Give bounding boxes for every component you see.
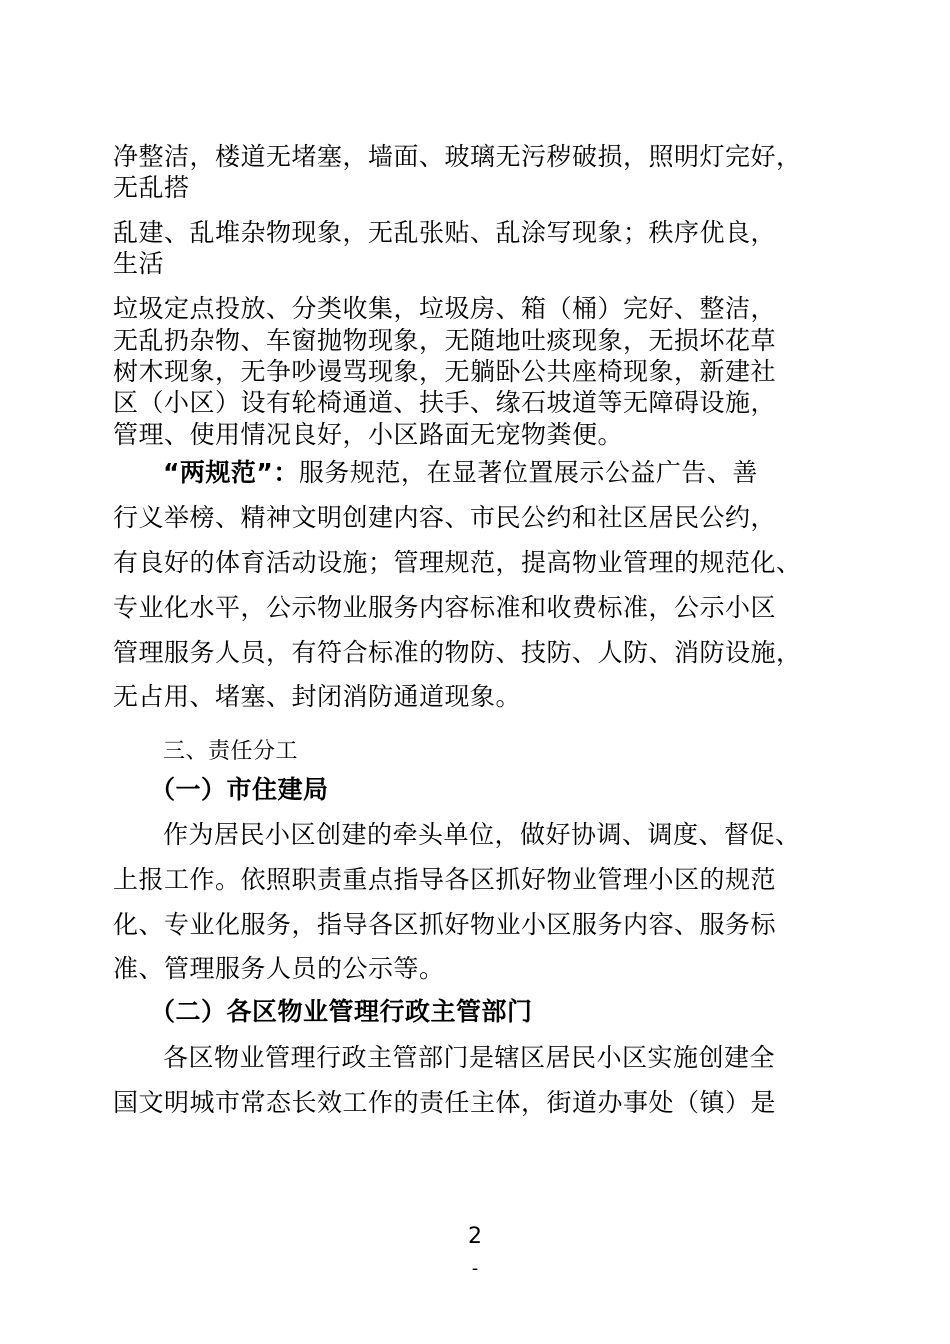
body-text-line: 树木现象，无争吵谩骂现象，无躺卧公共座椅现象，新建社 bbox=[113, 357, 777, 386]
body-text-line: 专业化水平，公示物业服务内容标准和收费标准，公示小区 bbox=[113, 593, 777, 622]
body-text-line: 有良好的体育活动设施；管理规范，提高物业管理的规范化、 bbox=[113, 548, 802, 577]
body-text-line: 无乱扔杂物、车窗抛物现象，无随地吐痰现象，无损坏花草 bbox=[113, 326, 777, 355]
body-text-line: 化、专业化服务，指导各区抓好物业小区服务内容、服务标 bbox=[113, 910, 777, 939]
body-text-line: 垃圾定点投放、分类收集，垃圾房、箱（桶）完好、整洁， bbox=[113, 294, 777, 323]
body-text-line: 作为居民小区创建的牵头单位，做好协调、调度、督促、 bbox=[163, 820, 801, 849]
body-text-line: 上报工作。依照职责重点指导各区抓好物业管理小区的规范 bbox=[113, 865, 777, 894]
body-text-line: 无乱搭 bbox=[113, 173, 190, 202]
body-text-line: 行义举榜、精神文明创建内容、市民公约和社区居民公约， bbox=[113, 503, 777, 532]
body-text-line: 净整洁，楼道无堵塞，墙面、玻璃无污秽破损，照明灯完好， bbox=[113, 142, 802, 171]
body-text-line: 乱建、乱堆杂物现象，无乱张贴、乱涂写现象；秩序优良， bbox=[113, 218, 777, 247]
paragraph-text: 服务规范，在显著位置展示公益广告、善 bbox=[298, 458, 758, 487]
body-text-line: 区（小区）设有轮椅通道、扶手、缘石坡道等无障碍设施， bbox=[113, 388, 777, 417]
paragraph-lead-term: “两规范”： bbox=[163, 458, 299, 487]
page-number: 2 bbox=[468, 1224, 482, 1249]
body-text-line: 国文明城市常态长效工作的责任主体，街道办事处（镇）是 bbox=[113, 1088, 777, 1117]
body-text-line: 管理服务人员，有符合标准的物防、技防、人防、消防设施， bbox=[113, 638, 802, 667]
subsection-title: （二）各区物业管理行政主管部门 bbox=[150, 997, 533, 1026]
body-text-line: 无占用、堵塞、封闭消防通道现象。 bbox=[113, 682, 522, 711]
body-text-line: 生活 bbox=[113, 249, 165, 278]
page-number-dash: - bbox=[471, 1258, 479, 1279]
section-heading: 三、责任分工 bbox=[163, 739, 299, 764]
body-text-line: 准、管理服务人员的公示等。 bbox=[113, 954, 445, 983]
subsection-title: （一）市住建局 bbox=[150, 775, 329, 804]
body-text-line bbox=[163, 458, 758, 488]
body-text-line: 管理、使用情况良好，小区路面无宠物粪便。 bbox=[113, 420, 624, 449]
body-text-line: 各区物业管理行政主管部门是辖区居民小区实施创建全 bbox=[163, 1043, 776, 1072]
